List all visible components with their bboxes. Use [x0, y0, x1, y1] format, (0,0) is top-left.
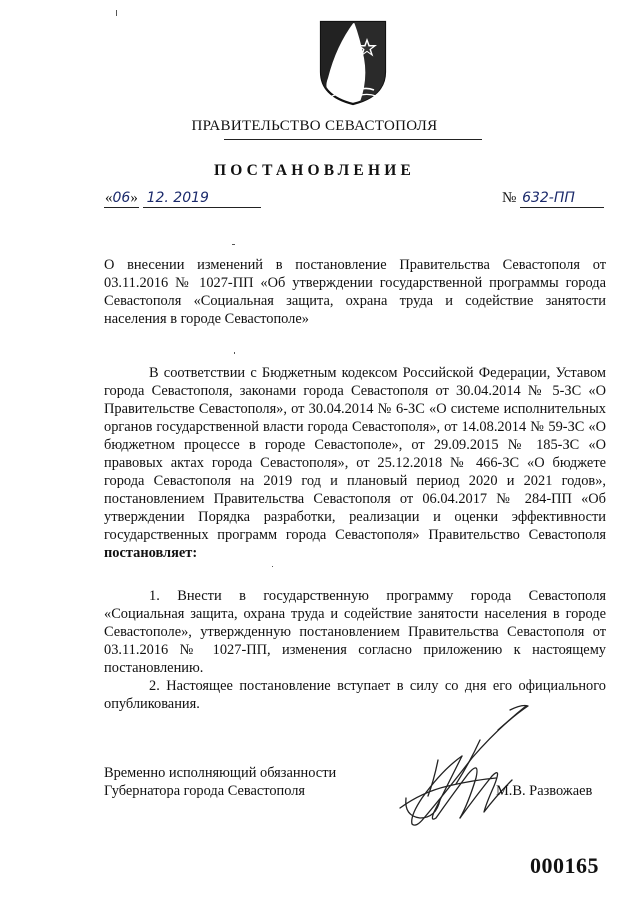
preamble-resolves: постановляет: — [104, 545, 198, 561]
document-type-title: ПОСТАНОВЛЕНИЕ — [213, 162, 416, 179]
scan-speck — [116, 10, 117, 16]
date-day: 06 — [112, 190, 131, 206]
signer-position-line-2: Губернатора города Севастополя — [104, 783, 306, 799]
scan-speck — [232, 244, 235, 245]
organization-name: ПРАВИТЕЛЬСТВО СЕВАСТОПОЛЯ — [191, 118, 438, 134]
decree-subject: О внесении изменений в постановление Правительства Севастополя от 03.11.2016 № 1027-ПП «Об утверждении государственной программы города Севастополя «Социальная защита, охрана труда и содействие занятости населения в городе Севастополе» — [104, 257, 606, 327]
date-close-quote: » — [130, 190, 138, 206]
scan-speck — [234, 352, 235, 354]
serial-number: 000165 — [530, 853, 599, 878]
decree-preamble — [104, 364, 606, 562]
signer-name: М.В. Развожаев — [496, 783, 593, 799]
document-date — [104, 190, 261, 208]
handwritten-signature-icon — [376, 700, 558, 840]
number-value: 632-ПП — [522, 190, 575, 206]
sevastopol-coat-of-arms-icon — [318, 20, 388, 106]
decree-item-2: 2. Настоящее постановление вступает в силу со дня его официального опубликования. — [104, 678, 606, 712]
header-divider — [224, 139, 482, 140]
decree-item-1: 1. Внести в государственную программу города Севастополя «Социальная защита, охрана труда и содействие занятости населения в городе Севастополе», утвержденную постановлением Правительства Севастополя от 03.11.2016 № 1027-ПП, изменения согласно приложению к настоящему постановлению. — [104, 588, 606, 676]
signer-position-line-1: Временно исполняющий обязанности — [104, 765, 337, 781]
date-open-quote: « — [105, 190, 113, 206]
signer-position — [104, 764, 336, 800]
date-month-year: 12. 2019 — [146, 190, 209, 206]
number-sign: № — [502, 190, 517, 206]
preamble-text: В соответствии с Бюджетным кодексом Российской Федерации, Уставом города Севастополя, законами города Севастополя от 30.04.2014 № 5-ЗС «О Правительстве Севастополя», от 30.04.2014 № 6-ЗС «О системе исполнительных органов государственной власти города Севастополя», от 14.08.2014 № 59-ЗС «О бюджетном процессе в городе Севастополе», от 29.09.2015 № 185-ЗС «О правовых актах города Севастополя», от 25.12.2018 № 466-ЗС «О бюджете города Севастополя на 2019 год и плановый период 2020 и 2021 годов», постановлением Правительства Севастополя от 06.04.2017 № 284-ПП «Об утверждении Порядка разработки, реализации и оценки эффективности государственных программ города Севастополя» Правительство Севастополя — [104, 365, 606, 543]
scan-speck — [272, 566, 273, 567]
document-number — [502, 190, 604, 208]
